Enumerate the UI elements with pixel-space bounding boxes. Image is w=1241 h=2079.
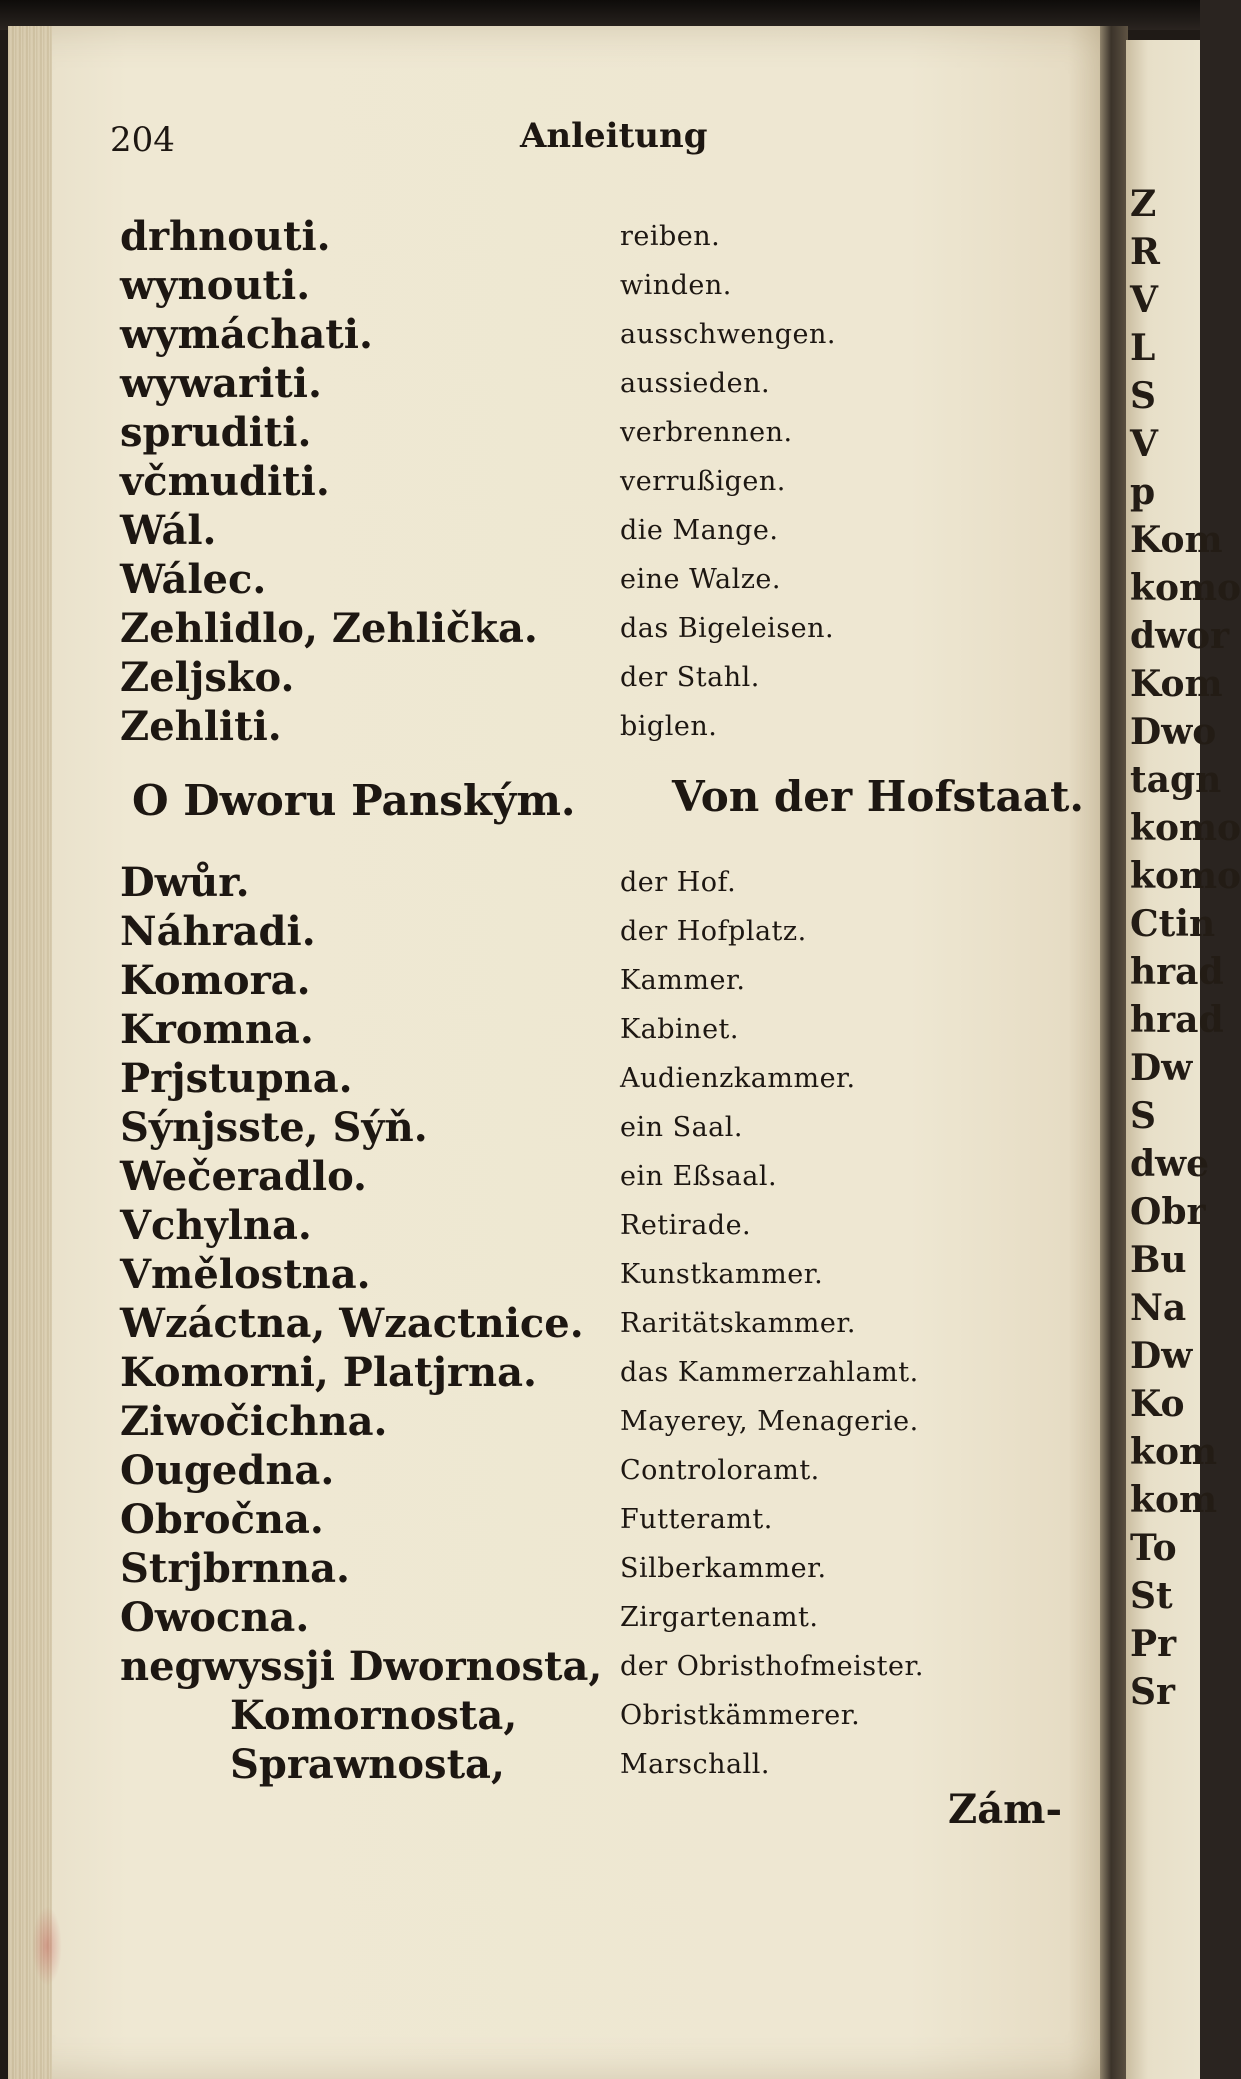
facing-page-text-fragment: kom [1130,1479,1218,1521]
facing-page-fragment [1126,40,1241,2079]
czech-term: wynouti. [120,262,311,309]
german-term: aussieden. [620,368,771,399]
facing-page-text-fragment: hrad [1130,999,1224,1041]
czech-term: spruditi. [120,409,312,456]
facing-page-text-fragment: Obr [1130,1191,1206,1233]
czech-term: Obročna. [120,1496,324,1543]
czech-term: Sprawnosta, [230,1741,505,1788]
czech-term: Komornosta, [230,1692,518,1739]
czech-term: Sýnjsste, Sýň. [120,1104,428,1151]
czech-term: Kromna. [120,1006,314,1053]
section2-czech-column [120,858,602,1789]
facing-page-text-fragment: dwor [1130,615,1230,657]
german-term: winden. [620,270,732,301]
facing-page-text-fragment: p [1130,471,1156,513]
facing-page-text-fragment: V [1130,423,1158,465]
facing-page-text-fragment: Bu [1130,1239,1187,1281]
facing-page-text-fragment: R [1130,231,1160,273]
facing-page-text-fragment: S [1130,1095,1156,1137]
german-term: reiben. [620,221,721,252]
facing-page-text-fragment: Dw [1130,1335,1193,1377]
czech-term: wywariti. [120,360,322,407]
facing-page-text-fragment: komo [1130,855,1241,897]
czech-term: Ziwočichna. [120,1398,388,1445]
german-term: Controloramt. [620,1455,820,1486]
section-heading-german: Von der Hofstaat. [672,772,1085,821]
facing-page-text-fragment: To [1130,1527,1177,1569]
german-term: Silberkammer. [620,1553,827,1584]
german-term: Futteramt. [620,1504,773,1535]
czech-term: Wzáctna, Wzactnice. [120,1300,584,1347]
book-gutter [1100,26,1128,2079]
facing-page-text-fragment: Kom [1130,663,1223,705]
czech-term: Zeljsko. [120,654,295,701]
german-term: Mayerey, Menagerie. [620,1406,919,1437]
czech-term: Vchylna. [120,1202,312,1249]
german-term: der Hofplatz. [620,916,807,947]
czech-term: negwyssji Dwornosta, [120,1643,603,1690]
german-term: eine Walze. [620,564,781,595]
facing-page-text-fragment: dwe [1130,1143,1210,1185]
german-term: Audienzkammer. [620,1063,856,1094]
facing-page-text-fragment: Dwo [1130,711,1217,753]
facing-page-text-fragment: Na [1130,1287,1187,1329]
czech-term: Zehlidlo, Zehlička. [120,605,538,652]
german-term: verbrennen. [620,417,793,448]
german-term: Raritätskammer. [620,1308,856,1339]
facing-page-text-fragment: Ctin [1130,903,1216,945]
facing-page-text-fragment: Sr [1130,1671,1175,1713]
facing-page-text-fragment: tagn [1130,759,1222,801]
running-head: Anleitung [520,116,708,156]
german-term: der Obristhofmeister. [620,1651,924,1682]
czech-term: drhnouti. [120,213,331,260]
czech-term: Owocna. [120,1594,310,1641]
german-term: das Bigeleisen. [620,613,835,644]
catchword: Zám- [948,1786,1063,1833]
german-term: Kammer. [620,965,746,996]
facing-page-text-fragment: Kom [1130,519,1223,561]
german-term: ein Saal. [620,1112,743,1143]
german-term: Obristkämmerer. [620,1700,861,1731]
czech-term: Komorni, Platjrna. [120,1349,537,1396]
edge-stain [32,1906,62,1986]
facing-page-text-fragment: L [1130,327,1156,369]
czech-term: wymáchati. [120,311,373,358]
german-term: der Stahl. [620,662,760,693]
czech-term: Wál. [120,507,217,554]
facing-page-text-fragment: hrad [1130,951,1224,993]
german-term: Kabinet. [620,1014,739,1045]
german-term: Zirgartenamt. [620,1602,819,1633]
german-term: biglen. [620,711,718,742]
facing-page-text-fragment: Pr [1130,1623,1177,1665]
facing-page-text-fragment: Ko [1130,1383,1185,1425]
german-term: Kunstkammer. [620,1259,824,1290]
facing-page-text-fragment: kom [1130,1431,1218,1473]
german-term: Retirade. [620,1210,752,1241]
section1-czech-column [120,212,538,751]
facing-page-text-fragment: V [1130,279,1158,321]
german-term: ein Eßsaal. [620,1161,778,1192]
czech-term: Komora. [120,957,311,1004]
czech-term: včmuditi. [120,458,330,505]
section-heading-czech: O Dworu Panským. [132,776,576,825]
facing-page-text-fragment: komo [1130,567,1241,609]
czech-term: Wálec. [120,556,267,603]
facing-page-text-fragment: Z [1130,183,1157,225]
german-term: die Mange. [620,515,779,546]
czech-term: Strjbrnna. [120,1545,350,1592]
page-edge [8,26,52,2079]
section2-german-column [620,858,924,1789]
facing-page-text-fragment: S [1130,375,1156,417]
page-number: 204 [110,120,175,160]
czech-term: Wečeradlo. [120,1153,367,1200]
german-term: verrußigen. [620,466,786,497]
german-term: Marschall. [620,1749,770,1780]
czech-term: Ougedna. [120,1447,335,1494]
german-term: ausschwengen. [620,319,836,350]
facing-page-text-fragment: Dw [1130,1047,1193,1089]
czech-term: Vmělostna. [120,1251,371,1298]
czech-term: Zehliti. [120,703,282,750]
german-term: der Hof. [620,867,737,898]
facing-page-text-fragment: komo [1130,807,1241,849]
czech-term: Náhradi. [120,908,316,955]
czech-term: Prjstupna. [120,1055,353,1102]
german-term: das Kammerzahlamt. [620,1357,919,1388]
czech-term: Dwůr. [120,859,250,906]
facing-page-text-fragment: St [1130,1575,1173,1617]
section1-german-column [620,212,836,751]
